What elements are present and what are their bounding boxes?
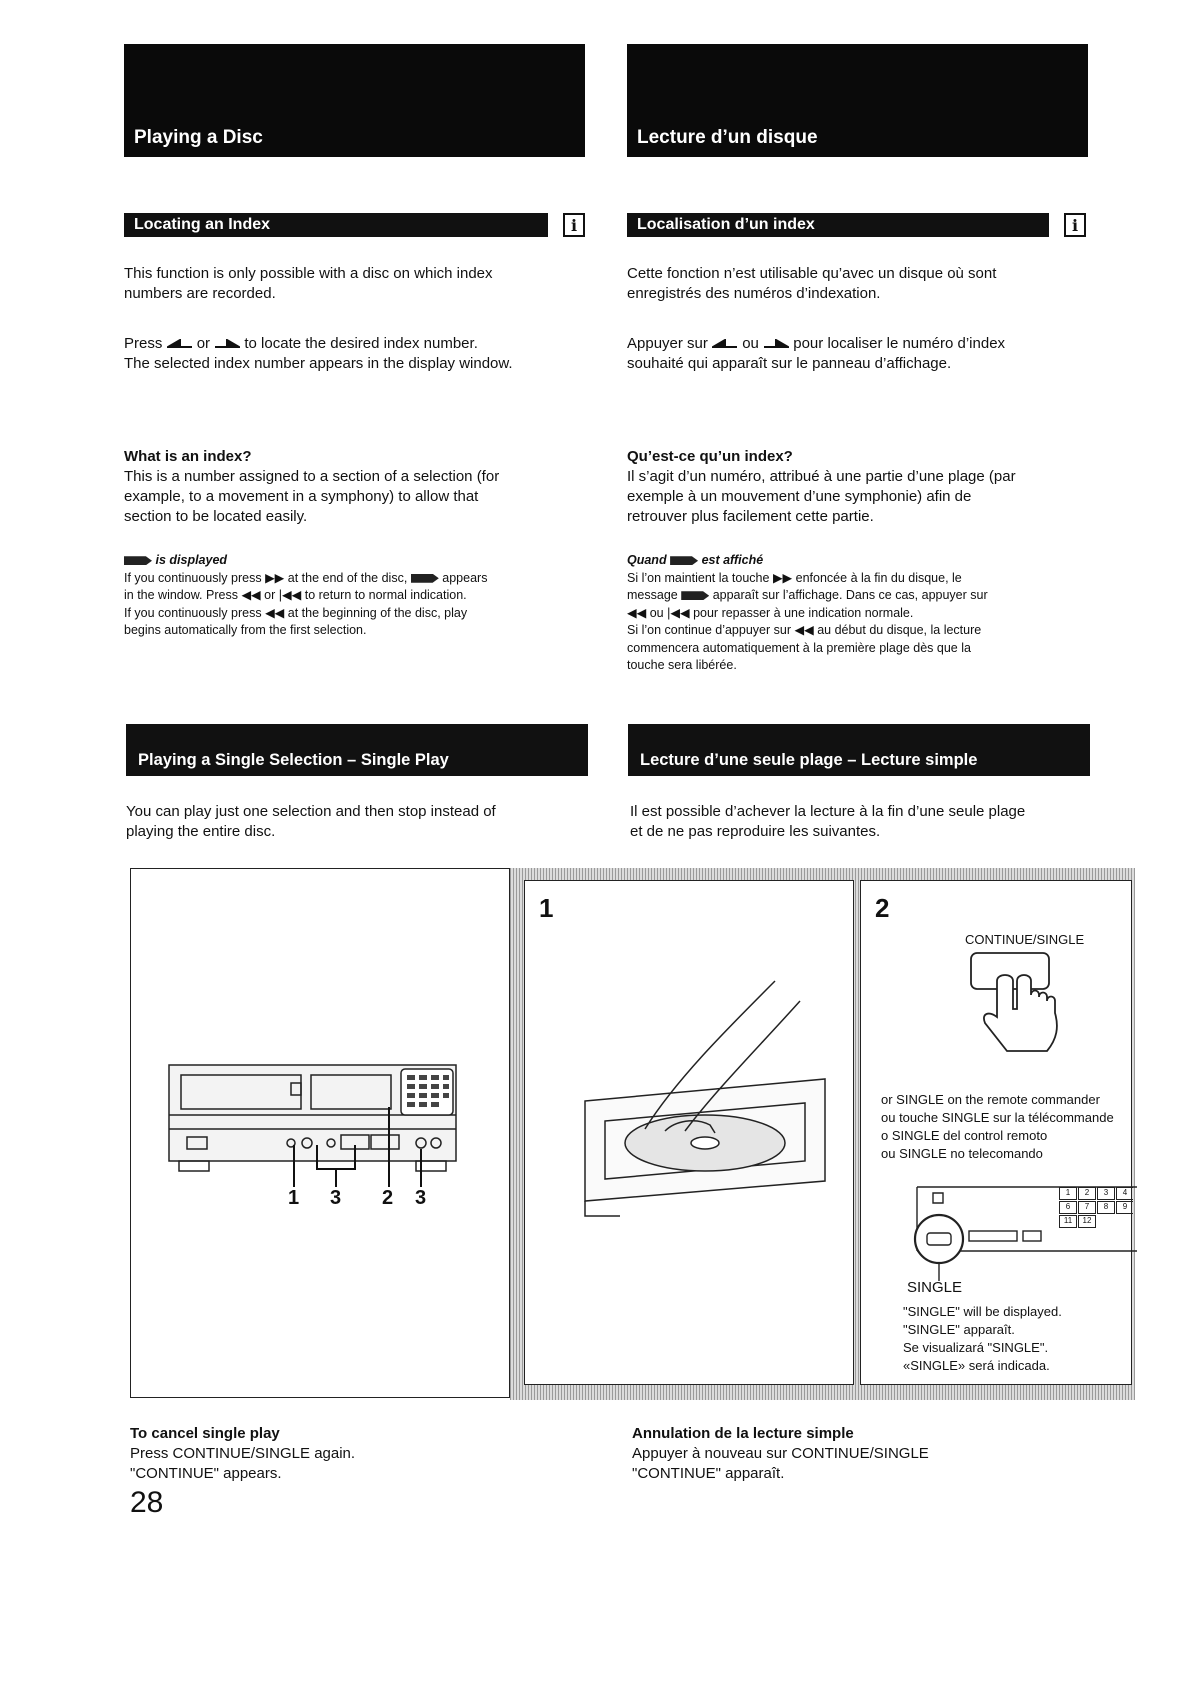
display-indicator-icon: [411, 574, 439, 583]
right-header-title: Lecture d’un disque: [637, 127, 818, 148]
keypad-grid: [1059, 1187, 1133, 1247]
prev-track-icon: |◀◀: [667, 605, 690, 620]
text-line: example, to a movement in a symphony) to allow that: [124, 488, 479, 505]
text-part: appears: [442, 570, 488, 585]
text-part: apparaît sur l’affichage. Dans ce cas, appuyer sur: [712, 588, 988, 602]
text-part: If you continuously press: [124, 605, 262, 620]
left-section-title-single: Playing a Single Selection – Single Play: [138, 751, 449, 769]
keypad-key: 8: [1097, 1201, 1115, 1214]
left-note: [124, 552, 586, 640]
text-part: at the beginning of the disc, play: [287, 605, 468, 620]
text-line: begins automatically from the first selection.: [124, 623, 367, 637]
text-line: "SINGLE" will be displayed.: [903, 1304, 1062, 1319]
text-line: or SINGLE on the remote commander: [881, 1092, 1100, 1107]
text-line: exemple à un mouvement d’une symphonie) afin de: [627, 488, 972, 505]
press-or: or: [196, 335, 211, 352]
single-label: SINGLE: [907, 1279, 963, 1296]
what-heading: Qu’est-ce qu’un index?: [627, 448, 793, 465]
keypad-key: 11: [1059, 1215, 1077, 1228]
keypad-key: 12: [1078, 1215, 1096, 1228]
player-panel: [130, 868, 510, 1398]
left-what-is-index: [124, 447, 584, 527]
display-messages: [903, 1303, 1128, 1375]
right-press-instruction: [627, 334, 1087, 374]
note-heading-b: est affiché: [701, 553, 764, 567]
right-single-intro: [630, 802, 1090, 842]
text-line: numbers are recorded.: [124, 285, 276, 302]
text-line: enregistrés des numéros d’indexation.: [627, 285, 881, 302]
text-line: "CONTINUE" appears.: [130, 1465, 282, 1482]
right-cancel: [632, 1424, 1052, 1484]
text-part: enfoncée à la fin du disque, le: [795, 570, 962, 585]
text-line: et de ne pas reproduire les suivantes.: [630, 823, 881, 840]
text-part: message: [627, 588, 678, 602]
text-line: ou touche SINGLE sur la télécommande: [881, 1110, 1114, 1125]
text-line: This is a number assigned to a section of a selection (for: [124, 468, 500, 485]
text-line: Se visualizará "SINGLE".: [903, 1340, 1049, 1355]
callout-label: 3: [330, 1187, 342, 1209]
fast-forward-icon: ▶▶: [265, 570, 285, 585]
info-icon: i: [563, 213, 585, 237]
text-part: If you continuously press: [124, 570, 262, 585]
keypad-key: 1: [1059, 1187, 1077, 1200]
text-line: The selected index number appears in the display window.: [124, 355, 513, 372]
right-header: [627, 44, 1088, 157]
text-part: ou: [649, 605, 664, 620]
text-line: touche sera libérée.: [627, 658, 737, 672]
text-line: "SINGLE" apparaît.: [903, 1322, 1015, 1337]
rewind-icon: ◀◀: [794, 623, 814, 637]
right-note: [627, 552, 1089, 675]
press-suffix: pour localiser le numéro d’index: [793, 335, 1006, 352]
left-section-title-index: Locating an Index: [134, 216, 271, 233]
text-line: «SINGLE» será indicada.: [903, 1358, 1050, 1373]
rewind-icon: ◀◀: [241, 588, 261, 602]
left-section-bar-index: [124, 213, 548, 237]
text-line: Il est possible d’achever la lecture à la fin d’une seule plage: [630, 803, 1026, 820]
keypad-key: 9: [1116, 1201, 1133, 1214]
text-part: to return to normal indication.: [304, 588, 467, 602]
text-part: or: [264, 588, 276, 602]
what-heading: What is an index?: [124, 448, 252, 465]
text-line: souhaité qui apparaît sur le panneau d’affichage.: [627, 355, 952, 372]
text-part: in the window. Press: [124, 588, 238, 602]
disc-insert-illustration: [525, 881, 855, 1386]
remote-instructions: [881, 1091, 1121, 1163]
text-line: commencera automatiquement à la première plage dès que la: [627, 640, 971, 655]
rewind-icon: ◀◀: [627, 605, 647, 620]
step2-panel: [860, 880, 1132, 1385]
text-line: "CONTINUE" apparaît.: [632, 1465, 785, 1482]
callout-label: 2: [382, 1187, 394, 1209]
press-button-icon: [961, 951, 1081, 1061]
keypad-key: 2: [1078, 1187, 1096, 1200]
fast-forward-icon: ▶▶: [772, 570, 793, 585]
text-part: au début du disque, la lecture: [817, 623, 982, 637]
note-heading: is displayed: [155, 553, 228, 567]
index-up-icon: [763, 339, 789, 349]
right-section-title-single: Lecture d’une seule plage – Lecture simple: [640, 751, 978, 769]
text-line: section to be located easily.: [124, 508, 308, 525]
right-section-bar-single: [628, 724, 1090, 776]
text-line: playing the entire disc.: [126, 823, 276, 840]
left-single-intro: [126, 802, 586, 842]
left-press-instruction: [124, 334, 584, 374]
right-what-is-index: [627, 447, 1087, 527]
step-number: 1: [539, 893, 554, 923]
text-line: This function is only possible with a disc on which index: [124, 265, 493, 282]
text-line: You can play just one selection and then stop instead of: [126, 803, 496, 820]
press-prefix: Appuyer sur: [627, 335, 708, 352]
rewind-icon: ◀◀: [265, 605, 285, 620]
text-part: pour repasser à une indication normale.: [693, 605, 914, 620]
index-down-icon: [712, 339, 738, 349]
keypad-key: 4: [1116, 1187, 1133, 1200]
text-part: Si l’on continue d’appuyer sur: [627, 623, 791, 637]
text-part: at the end of the disc,: [287, 570, 408, 585]
index-down-icon: [167, 339, 193, 349]
prev-track-icon: |◀◀: [278, 588, 302, 602]
keypad-key: 6: [1059, 1201, 1077, 1214]
left-intro: [124, 264, 584, 304]
page-number: 28: [130, 1486, 164, 1519]
text-line: retrouver plus facilement cette partie.: [627, 508, 874, 525]
cancel-heading: To cancel single play: [130, 1425, 280, 1442]
callout-label: 3: [415, 1187, 427, 1209]
left-header: [124, 44, 585, 157]
callout-label: 1: [288, 1187, 300, 1209]
left-section-bar-single: [126, 724, 588, 776]
display-indicator-icon: [670, 556, 698, 565]
right-section-bar-index: [627, 213, 1049, 237]
right-section-title-index: Localisation d’un index: [637, 216, 815, 233]
text-line: Press CONTINUE/SINGLE again.: [130, 1445, 356, 1462]
index-up-icon: [214, 339, 240, 349]
left-header-title: Playing a Disc: [134, 127, 263, 148]
keypad-key: 7: [1078, 1201, 1096, 1214]
press-prefix: Press: [124, 335, 163, 352]
press-or: ou: [742, 335, 759, 352]
display-indicator-icon: [124, 556, 152, 565]
text-line: Cette fonction n’est utilisable qu’avec un disque où sont: [627, 265, 997, 282]
cancel-heading: Annulation de la lecture simple: [632, 1425, 854, 1442]
step-number: 2: [875, 893, 890, 923]
text-line: ou SINGLE no telecomando: [881, 1146, 1043, 1161]
press-suffix: to locate the desired index number.: [244, 335, 478, 352]
cd-player-illustration: [131, 869, 511, 1399]
right-intro: [627, 264, 1087, 304]
text-line: Il s’agit d’un numéro, attribué à une partie d’une plage (par: [627, 468, 1016, 485]
text-part: Si l’on maintient la touche: [627, 570, 770, 585]
step1-panel: [524, 880, 854, 1385]
note-heading-a: Quand: [627, 553, 667, 567]
continue-single-label: CONTINUE/SINGLE: [965, 932, 1085, 947]
text-line: Appuyer à nouveau sur CONTINUE/SINGLE: [632, 1445, 929, 1462]
text-line: o SINGLE del control remoto: [881, 1128, 1048, 1143]
left-cancel: [130, 1424, 550, 1484]
info-icon: i: [1064, 213, 1086, 237]
keypad-key: 3: [1097, 1187, 1115, 1200]
display-indicator-icon: [681, 591, 709, 600]
